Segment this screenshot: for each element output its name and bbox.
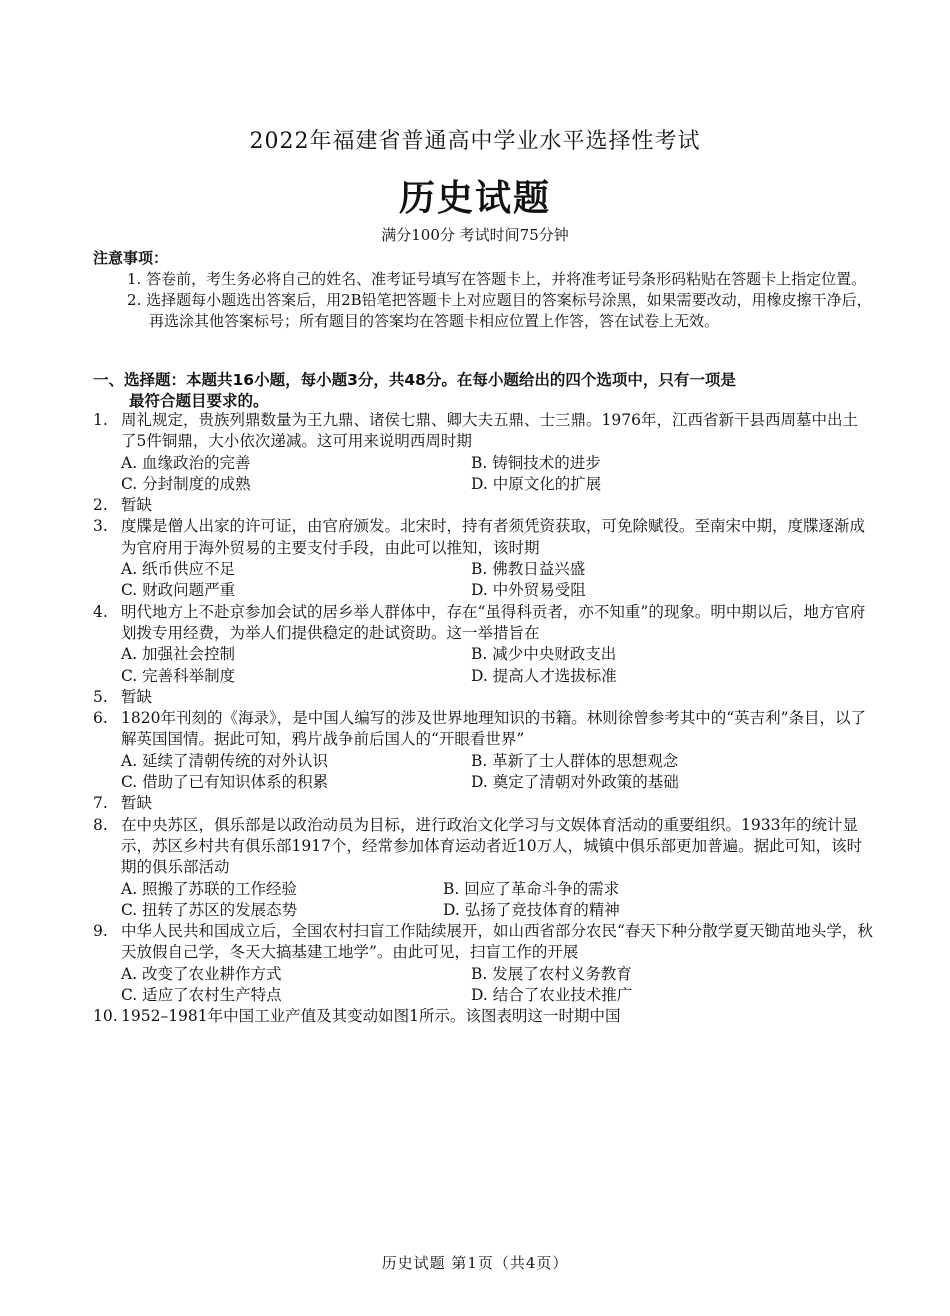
option-b: B. 减少中央财政支出 <box>471 645 617 664</box>
option-c: C. 分封制度的成熟 <box>121 474 251 493</box>
question-stem: 暂缺 <box>121 496 153 515</box>
section-heading-line1: 一、选择题：本题共16小题，每小题3分，共48分。在每小题给出的四个选项中，只有一项是 <box>93 371 736 389</box>
question-6 <box>93 708 873 793</box>
question-number: 5. <box>93 687 108 706</box>
option-c: C. 完善科举制度 <box>121 666 236 685</box>
option-b: B. 回应了革命斗争的需求 <box>443 879 620 898</box>
question-1 <box>93 410 873 495</box>
option-d: D. 中外贸易受阻 <box>471 581 586 600</box>
option-d: D. 弘扬了竞技体育的精神 <box>443 900 620 919</box>
option-c: C. 借助了已有知识体系的积累 <box>121 773 329 792</box>
exam-title: 2022年福建省普通高中学业水平选择性考试 <box>249 129 701 154</box>
question-stem: 在中央苏区，俱乐部是以政治动员为目标，进行政治文化学习与文娱体育活动的重要组织。1933年的统计显示，苏区乡村共有俱乐部1917个，经常参加体育运动者近10万人，城镇中俱乐部更加普遍。据此可知，该时期的俱乐部活动 <box>121 815 863 877</box>
options <box>121 751 873 794</box>
question-8 <box>93 815 873 921</box>
question-stem: 1820年刊刻的《海录》，是中国人编写的涉及世界地理知识的书籍。林则徐曾参考其中的“英吉利”条目，以了解英国国情。据此可知，鸦片战争前后国人的“开眼看世界” <box>121 709 867 749</box>
question-number: 2. <box>93 496 108 515</box>
option-c: C. 财政问题严重 <box>121 581 236 600</box>
options <box>121 879 873 922</box>
page-footer: 历史试题 第1页（共4页） <box>381 1254 569 1272</box>
question-2 <box>93 495 873 516</box>
options <box>121 644 873 687</box>
options <box>121 453 873 496</box>
option-b: B. 革新了士人群体的思想观念 <box>471 751 679 770</box>
option-d: D. 结合了农业技术推广 <box>471 986 633 1005</box>
option-d: D. 奠定了清朝对外政策的基础 <box>471 773 679 792</box>
notes-block <box>93 248 873 332</box>
question-number: 8. <box>93 815 108 834</box>
question-number: 4. <box>93 602 108 621</box>
question-number: 7. <box>93 794 108 813</box>
question-stem: 周礼规定，贵族列鼎数量为王九鼎、诸侯七鼎、卿大夫五鼎、士三鼎。1976年，江西省新干县西周墓中出土了5件铜鼎，大小依次递减。这可用来说明西周时期 <box>121 411 858 451</box>
question-stem: 度牒是僧人出家的许可证，由官府颁发。北宋时，持有者须凭资获取，可免除赋役。至南宋中期，度牒逐渐成为官府用于海外贸易的主要支付手段，由此可以推知，该时期 <box>121 517 866 557</box>
option-a: A. 血缘政治的完善 <box>121 453 251 472</box>
question-stem: 明代地方上不赴京参加会试的居乡举人群体中，存在“虽得科贡者，亦不知重”的现象。明中期以后，地方官府划拨专用经费，为举人们提供稳定的赴试资助。这一举措旨在 <box>121 602 866 642</box>
options <box>121 559 873 602</box>
option-a: A. 延续了清朝传统的对外认识 <box>121 751 329 770</box>
question-5 <box>93 687 873 708</box>
options <box>121 964 873 1007</box>
question-number: 10. <box>93 1007 118 1026</box>
option-a: A. 照搬了苏联的工作经验 <box>121 879 298 898</box>
notes-heading: 注意事项： <box>93 249 169 267</box>
option-a: A. 纸币供应不足 <box>121 560 236 579</box>
question-4 <box>93 602 873 687</box>
option-c: C. 适应了农村生产特点 <box>121 986 282 1005</box>
option-b: B. 发展了农村义务教育 <box>471 964 632 983</box>
question-number: 6. <box>93 709 108 728</box>
question-number: 3. <box>93 517 108 536</box>
subject-title: 历史试题 <box>398 177 551 219</box>
question-stem: 暂缺 <box>121 687 153 706</box>
question-7 <box>93 793 873 814</box>
note-item: 2. 选择题每小题选出答案后，用2B铅笔把答题卡上对应题目的答案标号涂黑，如果需要改动，用橡皮擦干净后，再选涂其他答案标号；所有题目的答案均在答题卡相应位置上作答，答在试卷上无效。 <box>127 291 872 330</box>
question-stem: 中华人民共和国成立后，全国农村扫盲工作陆续展开，如山西省部分农民“春天下种分散学夏天锄苗地头学，秋天放假自己学，冬天大搞基建工地学”。由此可见，扫盲工作的开展 <box>121 922 873 962</box>
question-9 <box>93 921 873 1006</box>
question-list <box>93 410 873 1028</box>
question-stem: 暂缺 <box>121 794 153 813</box>
question-3 <box>93 516 873 601</box>
question-number: 1. <box>93 411 108 429</box>
section-heading <box>93 370 873 412</box>
option-b: B. 佛教日益兴盛 <box>471 560 586 579</box>
option-a: A. 加强社会控制 <box>121 645 236 664</box>
note-item: 1. 答卷前，考生务必将自己的姓名、准考证号填写在答题卡上，并将准考证号条形码粘贴在答题卡上指定位置。 <box>127 270 867 288</box>
question-number: 9. <box>93 922 108 941</box>
question-stem: 1952–1981年中国工业产值及其变动如图1所示。该图表明这一时期中国 <box>121 1007 621 1026</box>
option-b: B. 铸铜技术的进步 <box>471 453 601 472</box>
option-a: A. 改变了农业耕作方式 <box>121 964 282 983</box>
option-c: C. 扭转了苏区的发展态势 <box>121 900 298 919</box>
section-heading-line2: 最符合题目要求的。 <box>129 392 269 410</box>
question-10 <box>93 1006 873 1027</box>
option-d: D. 中原文化的扩展 <box>471 474 602 493</box>
score-line: 满分100分 考试时间75分钟 <box>381 226 569 244</box>
option-d: D. 提高人才选拔标准 <box>471 666 617 685</box>
